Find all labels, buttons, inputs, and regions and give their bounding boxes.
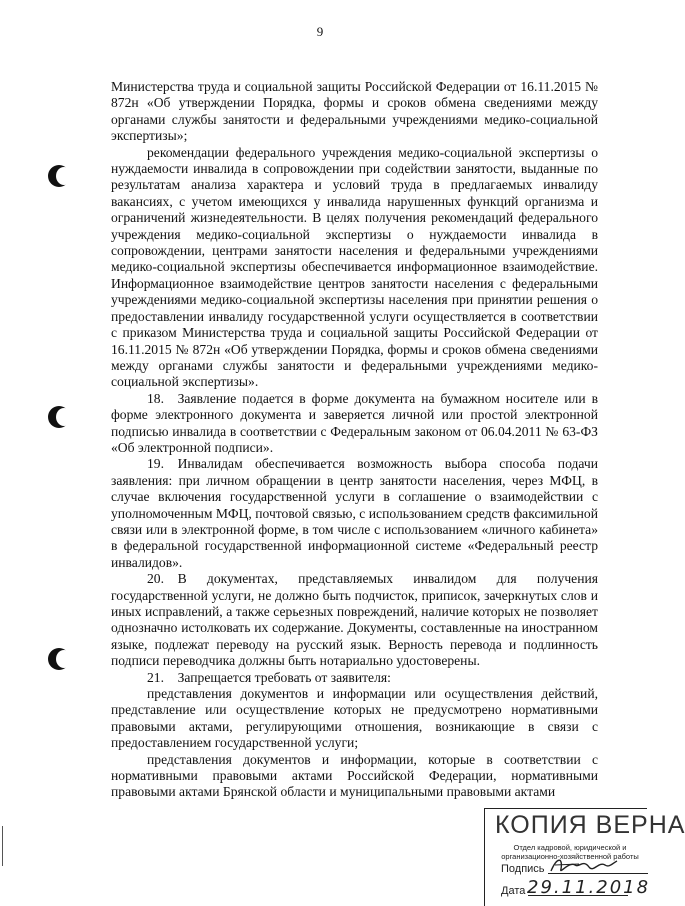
margin-mark xyxy=(2,826,9,866)
punch-hole-mark xyxy=(48,648,70,670)
paragraph: рекомендации федерального учреждения медико-социальной экспертизы о нуждаемости инвалида в сопровождении при содействии занятости, выданные по результатам анализа характера и условий труда в предлагаемых инвалиду вакансиях, с учетом имеющихся у инвалида нарушенных функций организма и ограничений жизнедеятельности. В целях получения рекомендаций федерального учреждения медико-социальной экспертизы о нуждаемости инвалида в сопровождении, центрами занятости населения и федеральными учреждениями медико-социальной экспертизы обеспечивается информационное взаимодействие. Информационное взаимодействие центров занятости населения с федеральными учреждениями медико-социальной экспертизы населения при принятии решения о предоставлении инвалиду государственной услуги осуществляется в соответствии с приказом Министерства труда и социальной защиты Российской Федерации от 16.11.2015 № 872н «Об утверждении Порядка, формы и сроков обмена сведениями между органами службы занятости и федеральными учреждениями медико-социальной экспертизы». xyxy=(111,144,598,390)
page-number: 9 xyxy=(316,24,324,39)
stamp-department: Отдел кадровой, юридической и организационно-хозяйственной работы xyxy=(501,843,639,861)
paragraph-item-19: 19. Инвалидам обеспечивается возможность выбора способа подачи заявления: при личном обращении в центр занятости населения, через МФЦ, в случае включения государственной услуги в соглашение о взаимодействии с уполномоченным МФЦ, почтовой связью, с использованием средств факсимильной связи или в электронной форме, в том числе с использованием «личного кабинета» в федеральной государственной информационной системе «Федеральный реестр инвалидов». xyxy=(111,456,598,570)
punch-hole-mark xyxy=(48,406,70,428)
certified-copy-stamp xyxy=(484,808,685,906)
handwritten-signature xyxy=(549,855,619,877)
punch-hole-mark xyxy=(48,165,70,187)
paragraph-item-21: 21. Запрещается требовать от заявителя: xyxy=(147,669,391,685)
handwritten-date: 29.11.2018 xyxy=(527,877,651,898)
stamp-title: КОПИЯ ВЕРНА xyxy=(495,811,685,839)
date-label: Дата xyxy=(501,885,526,897)
signature-label: Подпись xyxy=(501,863,545,875)
paragraph: представления документов и информации, которые в соответствии с нормативными правовыми актами Российской Федерации, нормативными правовыми актами Брянской области и муниципальными правовыми актами xyxy=(111,751,598,800)
paragraph-item-18: 18. Заявление подается в форме документа на бумажном носителе или в форме электронного документа и заверяется личной или простой электронной подписью инвалида в соответствии с Федеральным законом от 06.04.2011 № 63-ФЗ «Об электронной подписи». xyxy=(111,390,598,455)
paragraph-item-20: 20. В документах, представляемых инвалидом для получения государственной услуги, не должно быть подчисток, приписок, зачеркнутых слов и иных исправлений, а также серьезных повреждений, наличие которых не позволяет однозначно истолковать их содержание. Документы, составленные на иностранном языке, подлежат переводу на русский язык. Верность перевода и подлинность подписи переводчика должны быть нотариально удостоверены. xyxy=(111,571,598,669)
document-body xyxy=(111,79,598,801)
paragraph: Министерства труда и социальной защиты Российской Федерации от 16.11.2015 № 872н «Об утверждении Порядка, формы и сроков обмена сведениями между органами службы занятости и федеральными учреждениями медико-социальной экспертизы»; xyxy=(111,79,598,144)
paragraph: представления документов и информации или осуществления действий, представление или осуществление которых не предусмотрено нормативными правовыми актами, регулирующими отношения, возникающие в связи с предоставлением государственной услуги; xyxy=(111,686,598,751)
